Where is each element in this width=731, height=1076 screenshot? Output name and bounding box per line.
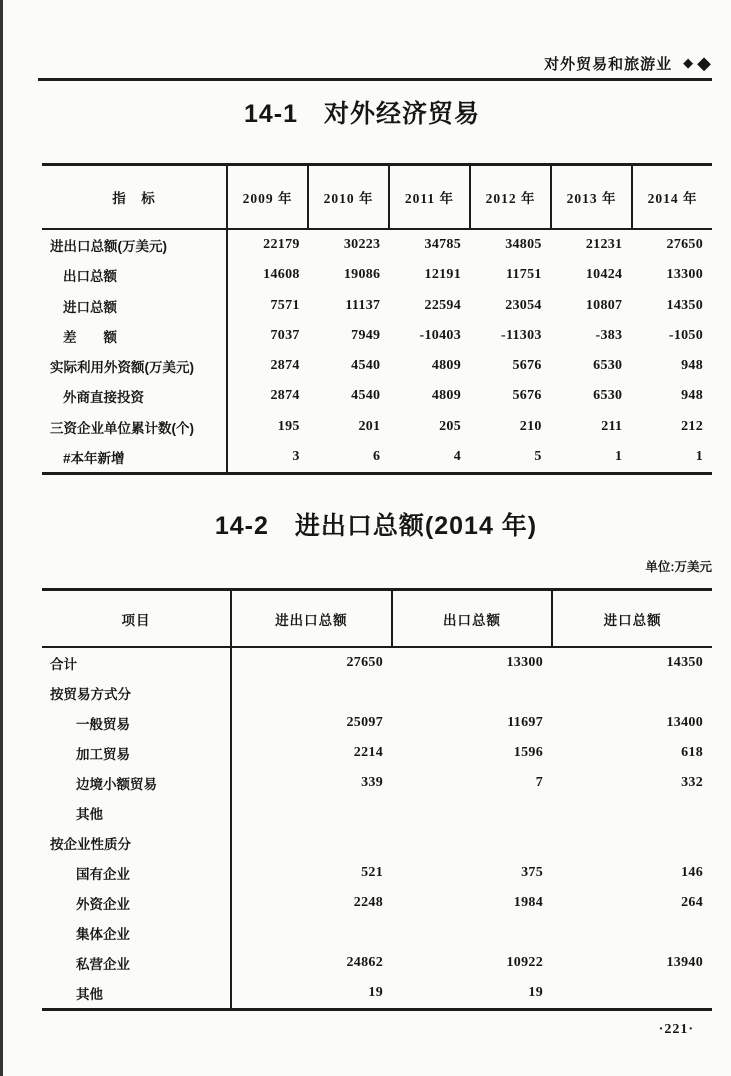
cell-value: 21231 xyxy=(585,237,623,253)
row-label: #本年新增 xyxy=(42,442,228,472)
row-label: 集体企业 xyxy=(42,918,232,948)
cell-value: 4809 xyxy=(431,388,462,404)
row-label: 国有企业 xyxy=(42,858,232,888)
row-label: 其他 xyxy=(42,798,232,828)
cell-value: 5676 xyxy=(512,358,542,374)
cell-value: 618 xyxy=(681,745,703,760)
table-row xyxy=(42,888,712,918)
cell-value: 7949 xyxy=(351,327,381,343)
cell-value: 13300 xyxy=(666,267,704,283)
cell-value: 6530 xyxy=(593,358,623,374)
cell-value xyxy=(552,828,712,858)
row-label: 按贸易方式分 xyxy=(42,678,232,708)
page-number: ·221· xyxy=(658,1022,694,1037)
column-header: 2010 年 xyxy=(309,166,390,228)
cell-value: 3 xyxy=(292,448,300,464)
column-header: 进口总额 xyxy=(603,612,662,628)
column-header: 2012 年 xyxy=(471,166,552,228)
cell-value: 146 xyxy=(681,865,703,880)
table-row xyxy=(42,948,712,978)
column-header: 2011 年 xyxy=(390,166,471,228)
cell-value: 4540 xyxy=(351,358,381,374)
table-row xyxy=(42,708,712,738)
cell-value: 521 xyxy=(361,865,383,880)
row-label: 三资企业单位累计数(个) xyxy=(42,412,228,442)
cell-value: 5676 xyxy=(512,388,542,404)
column-header: 2014 年 xyxy=(647,191,698,206)
table-row xyxy=(42,858,712,888)
table-row xyxy=(42,978,712,1008)
cell-value: -383 xyxy=(595,327,623,343)
cell-value: 27650 xyxy=(346,655,383,670)
cell-value: 4540 xyxy=(351,388,381,404)
cell-value: 205 xyxy=(439,418,462,434)
cell-value: 1984 xyxy=(513,895,543,910)
cell-value xyxy=(552,678,712,708)
cell-value: 4 xyxy=(453,448,462,464)
running-head xyxy=(544,53,712,74)
cell-value xyxy=(552,918,712,948)
cell-value: -10403 xyxy=(419,327,462,343)
cell-value xyxy=(232,798,392,828)
table-row xyxy=(42,768,712,798)
cell-value: 10807 xyxy=(585,297,623,313)
table-header-row xyxy=(42,591,712,648)
cell-value: 11137 xyxy=(345,297,381,313)
running-head-text: 对外贸易和旅游业 xyxy=(544,56,673,73)
row-label: 合计 xyxy=(42,648,232,678)
cell-value: 10424 xyxy=(585,267,623,283)
table-row xyxy=(42,291,712,321)
diamond-icon: ◆ xyxy=(683,56,695,71)
table-body xyxy=(42,230,712,472)
cell-value: 14350 xyxy=(666,297,704,313)
cell-value: 7571 xyxy=(270,297,300,313)
cell-value: 339 xyxy=(361,775,383,790)
cell-value: 2874 xyxy=(270,388,300,404)
cell-value: 24862 xyxy=(346,955,383,970)
cell-value: 13300 xyxy=(506,655,543,670)
table-row xyxy=(42,351,712,381)
unit-note: 单位:万美元 xyxy=(645,560,712,574)
cell-value: 6530 xyxy=(593,388,623,404)
cell-value xyxy=(392,828,552,858)
cell-value: 19086 xyxy=(343,267,381,283)
table-header-row xyxy=(42,166,712,230)
cell-value: 2248 xyxy=(353,895,383,910)
cell-value: 212 xyxy=(681,418,704,434)
row-label: 外商直接投资 xyxy=(42,381,228,411)
cell-value: 34805 xyxy=(505,237,542,253)
cell-value: 948 xyxy=(681,358,704,374)
row-label: 私营企业 xyxy=(42,948,232,978)
cell-value: 7037 xyxy=(270,327,300,343)
column-header-label: 项目 xyxy=(42,591,232,646)
scan-binding-edge xyxy=(0,0,3,1076)
table-row xyxy=(42,381,712,411)
cell-value: 13400 xyxy=(666,715,703,730)
table-row xyxy=(42,321,712,351)
table-row xyxy=(42,260,712,290)
table-row xyxy=(42,442,712,472)
row-label: 进口总额 xyxy=(42,291,228,321)
cell-value: 14350 xyxy=(666,655,703,670)
table-14-1 xyxy=(42,163,712,475)
table-row xyxy=(42,738,712,768)
table1-title: 14-1 对外经济贸易 xyxy=(243,100,481,128)
column-header: 进出口总额 xyxy=(232,591,393,646)
table-row xyxy=(42,918,712,948)
table-row xyxy=(42,798,712,828)
table-row xyxy=(42,648,712,678)
cell-value: 5 xyxy=(534,448,542,464)
cell-value: 22179 xyxy=(263,237,300,253)
column-header: 2009 年 xyxy=(228,166,309,228)
cell-value xyxy=(552,978,712,1008)
row-label: 外资企业 xyxy=(42,888,232,918)
cell-value xyxy=(232,918,392,948)
row-label: 一般贸易 xyxy=(42,708,232,738)
column-header: 出口总额 xyxy=(393,591,554,646)
column-header-label: 指 标 xyxy=(42,166,228,228)
table-body xyxy=(42,648,712,1008)
table-row xyxy=(42,678,712,708)
cell-value: 27650 xyxy=(666,237,704,253)
table-row xyxy=(42,828,712,858)
row-label: 按企业性质分 xyxy=(42,828,232,858)
diamond-icon: ◆ xyxy=(697,53,712,74)
cell-value xyxy=(552,798,712,828)
row-label: 实际利用外资额(万美元) xyxy=(42,351,228,381)
table-row xyxy=(42,230,712,260)
cell-value: 11751 xyxy=(505,267,542,283)
cell-value: 264 xyxy=(681,895,703,910)
cell-value: 1 xyxy=(695,448,704,464)
cell-value: 25097 xyxy=(346,715,383,730)
row-label: 加工贸易 xyxy=(42,738,232,768)
cell-value: -1050 xyxy=(668,327,704,343)
cell-value: 34785 xyxy=(424,237,462,253)
cell-value: -11303 xyxy=(500,327,542,343)
table-14-2 xyxy=(42,588,712,1011)
column-header: 2013 年 xyxy=(552,166,633,228)
cell-value xyxy=(232,678,392,708)
cell-value xyxy=(392,798,552,828)
cell-value: 12191 xyxy=(424,267,462,283)
cell-value: 211 xyxy=(601,418,623,434)
cell-value: 375 xyxy=(521,865,543,880)
cell-value: 10922 xyxy=(506,955,543,970)
row-label: 其他 xyxy=(42,978,232,1008)
row-label: 进出口总额(万美元) xyxy=(42,230,228,260)
cell-value xyxy=(392,918,552,948)
cell-value: 30223 xyxy=(343,237,381,253)
cell-value: 7 xyxy=(535,775,543,790)
cell-value: 195 xyxy=(277,418,300,434)
cell-value: 2214 xyxy=(353,745,383,760)
row-label: 差 额 xyxy=(42,321,228,351)
cell-value: 14608 xyxy=(263,267,300,283)
table-row xyxy=(42,412,712,442)
cell-value: 19 xyxy=(368,985,383,1000)
cell-value: 6 xyxy=(373,448,381,464)
cell-value: 22594 xyxy=(424,297,462,313)
cell-value xyxy=(232,828,392,858)
cell-value: 1596 xyxy=(513,745,543,760)
row-label: 出口总额 xyxy=(42,260,228,290)
cell-value: 948 xyxy=(681,388,704,404)
cell-value: 210 xyxy=(519,418,542,434)
cell-value: 332 xyxy=(681,775,703,790)
row-label: 边境小额贸易 xyxy=(42,768,232,798)
cell-value: 11697 xyxy=(507,715,543,730)
cell-value: 19 xyxy=(528,985,543,1000)
cell-value xyxy=(392,678,552,708)
cell-value: 23054 xyxy=(505,297,542,313)
table2-title: 14-2 进出口总额(2014 年) xyxy=(214,512,538,540)
header-rule xyxy=(38,78,712,81)
cell-value: 4809 xyxy=(431,358,462,374)
cell-value: 1 xyxy=(615,448,623,464)
cell-value: 201 xyxy=(358,418,381,434)
cell-value: 2874 xyxy=(270,358,300,374)
cell-value: 13940 xyxy=(666,955,703,970)
